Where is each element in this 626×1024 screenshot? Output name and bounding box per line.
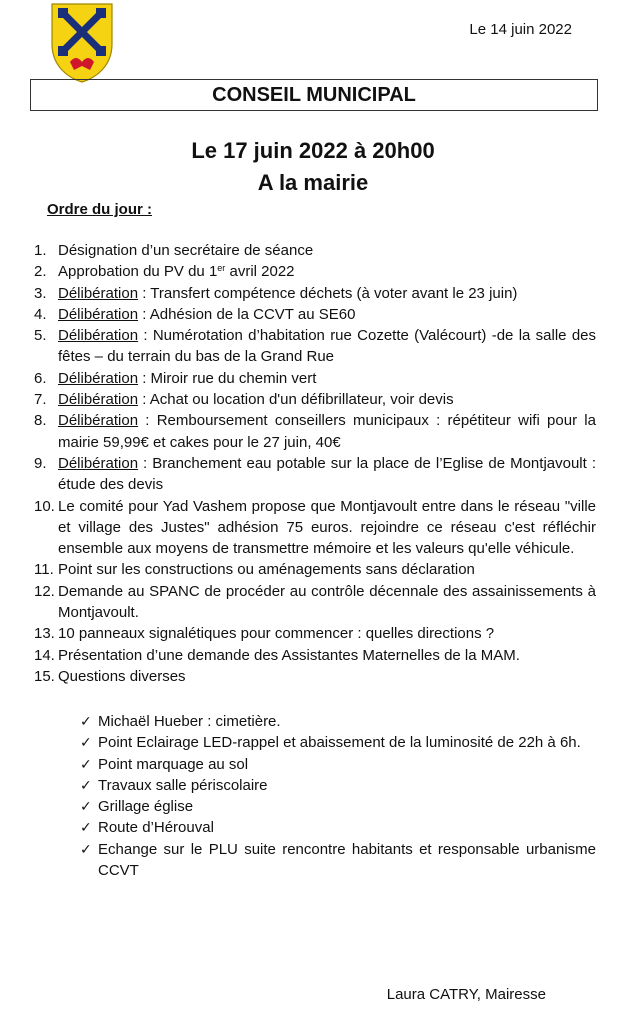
agenda-item	[34, 283, 596, 304]
item-text: Désignation d’un secrétaire de séance	[58, 242, 314, 259]
agenda-item	[34, 389, 596, 410]
item-text	[58, 410, 596, 453]
item-number: 11.	[34, 561, 54, 579]
agenda-heading: Ordre du jour :	[47, 201, 152, 218]
item-text-part: : Achat ou location d'un défibrillateur, voir devis	[138, 391, 454, 409]
sub-item-text: Grillage église	[98, 798, 194, 816]
item-number: 9.	[34, 454, 47, 472]
item-number: 4.	[34, 305, 47, 323]
item-number: 6.	[34, 369, 47, 387]
item-number: 12.	[34, 582, 55, 600]
deliberation-label: Délibération	[58, 327, 139, 345]
agenda-item	[34, 453, 596, 496]
item-text-part: : Branchement eau potable sur la place de l’Eglise de Montjavoult : étude des devis	[58, 454, 596, 494]
list-item	[80, 754, 596, 775]
check-icon: ✓	[80, 713, 92, 729]
deliberation-label: Délibération	[58, 284, 139, 302]
deliberation-label: Délibération	[58, 391, 139, 409]
item-text: Demande au SPANC de procéder au contrôle décennale des assainissements à Montjavoult.	[58, 582, 596, 622]
document-date: Le 14 juin 2022	[469, 21, 572, 38]
item-number: 8.	[34, 412, 47, 430]
sub-item-text: Travaux salle périscolaire	[98, 776, 268, 794]
item-text: Le comité pour Yad Vashem propose que Montjavoult entre dans le réseau "ville et village des Justes" adhésion 75 euros. rejoindre ce réseau c'est réfléchir ensemble aux moyens de transmettre mémoire et les valeurs qu'elle véhicule.	[58, 497, 596, 558]
item-number: 3.	[34, 284, 47, 302]
page-title: CONSEIL MUNICIPAL	[30, 79, 598, 111]
deliberation-label: Délibération	[58, 412, 139, 430]
agenda-item	[34, 325, 596, 368]
deliberation-label: Délibération	[58, 454, 139, 472]
item-number: 2.	[34, 263, 47, 281]
item-text-part: : Miroir rue du chemin vert	[138, 369, 317, 387]
item-text-part: : Transfert compétence déchets (à voter avant le 23 juin)	[138, 284, 518, 302]
item-text	[58, 304, 596, 325]
list-item	[80, 775, 596, 796]
sub-item-text: Point marquage au sol	[98, 755, 249, 773]
item-text: Point sur les constructions ou aménagements sans déclaration	[58, 561, 475, 579]
item-number: 5.	[34, 327, 47, 345]
item-number: 1.	[34, 242, 47, 259]
list-item	[80, 732, 596, 753]
ordinal-suffix: er	[217, 263, 226, 274]
check-icon: ✓	[80, 734, 92, 751]
item-number: 15.	[34, 667, 55, 685]
agenda-item	[34, 240, 596, 261]
item-text	[58, 261, 596, 282]
item-text	[58, 368, 596, 389]
check-icon: ✓	[80, 840, 92, 857]
item-text	[58, 283, 596, 304]
meeting-place: A la mairie	[257, 170, 369, 195]
item-number: 7.	[34, 391, 47, 409]
list-item	[80, 796, 596, 817]
check-icon: ✓	[80, 776, 92, 793]
deliberation-label: Délibération	[58, 369, 139, 387]
sub-item-text: Echange sur le PLU suite rencontre habitants et responsable urbanisme CCVT	[98, 840, 596, 880]
check-icon: ✓	[80, 755, 92, 772]
list-item	[80, 839, 596, 882]
item-number: 14.	[34, 646, 55, 664]
agenda-item	[34, 261, 596, 282]
crest-icon	[50, 2, 114, 84]
item-text: 10 panneaux signalétiques pour commencer : quelles directions ?	[58, 625, 495, 643]
agenda-item	[34, 623, 596, 644]
agenda-item	[34, 645, 596, 666]
agenda-item	[34, 410, 596, 453]
municipal-crest-logo	[50, 2, 114, 84]
item-text	[58, 453, 596, 496]
sub-item-text: Point Eclairage LED-rappel et abaissement de la luminosité de 22h à 6h.	[98, 734, 581, 752]
list-item	[80, 817, 596, 838]
check-icon: ✓	[80, 798, 92, 815]
item-text: Présentation d’une demande des Assistantes Maternelles de la MAM.	[58, 646, 520, 664]
agenda-item	[34, 666, 596, 687]
item-text: Questions diverses	[58, 667, 186, 685]
list-item	[80, 711, 596, 732]
item-text-part: Approbation du PV du 1	[58, 263, 218, 281]
agenda-item	[34, 496, 596, 560]
item-text-part: : Adhésion de la CCVT au SE60	[138, 305, 356, 323]
item-number: 10.	[34, 497, 55, 515]
sub-item-text: Route d’Hérouval	[98, 819, 214, 837]
agenda-item	[34, 581, 596, 624]
item-text-part: avril 2022	[225, 263, 295, 281]
item-text-part: : Numérotation d’habitation rue Cozette (Valécourt) -de la salle des fêtes – du terrain du bas de la Grand Rue	[58, 327, 596, 366]
item-number: 13.	[34, 625, 55, 643]
agenda-item	[34, 559, 596, 580]
questions-diverses-list	[80, 711, 596, 881]
deliberation-label: Délibération	[58, 305, 139, 323]
agenda-list	[34, 240, 596, 687]
item-text	[58, 389, 596, 410]
meeting-date: Le 17 juin 2022 à 20h00	[191, 138, 435, 163]
agenda-item	[34, 368, 596, 389]
agenda-item	[34, 304, 596, 325]
sub-item-text: Michaël Hueber : cimetière.	[98, 713, 281, 730]
item-text-part: : Remboursement conseillers municipaux : répétiteur wifi pour la mairie 59,99€ et cakes pour le 27 juin, 40€	[58, 412, 596, 451]
signature: Laura CATRY, Mairesse	[386, 986, 546, 1003]
item-text	[58, 325, 596, 368]
check-icon: ✓	[80, 819, 92, 836]
